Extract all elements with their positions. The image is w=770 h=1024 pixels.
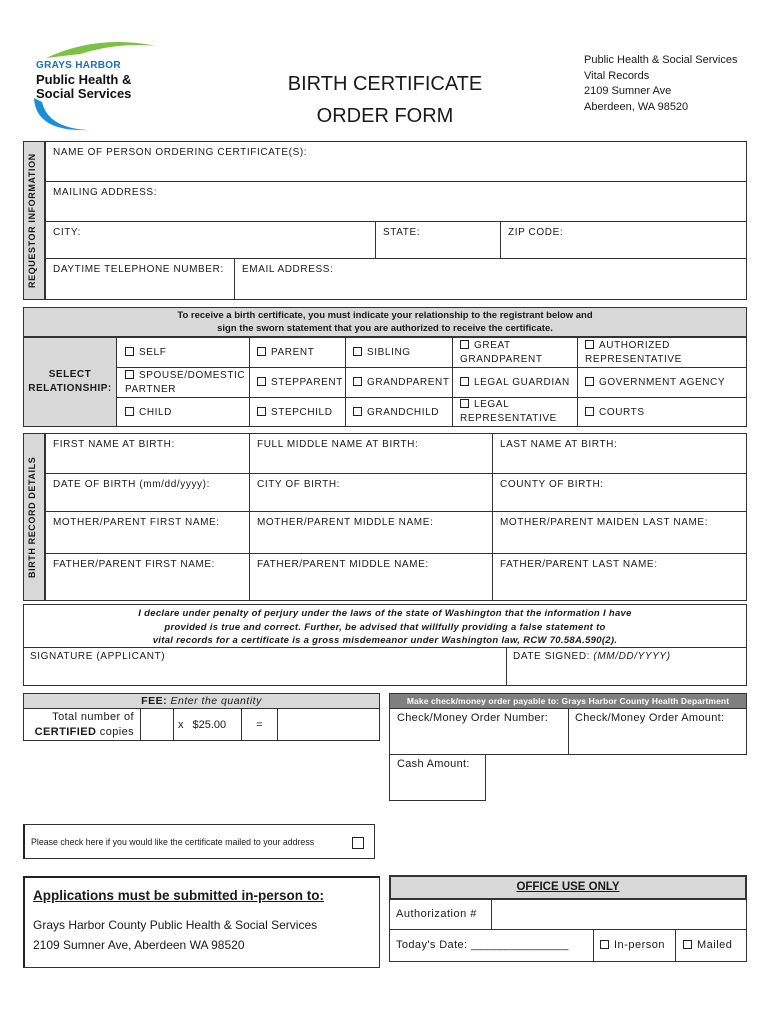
father-first-name-field[interactable]: [45, 553, 250, 601]
fee-total-input[interactable]: [277, 708, 380, 741]
mailing-address-field[interactable]: [45, 181, 747, 222]
option-stepparent-label: STEPPARENT: [271, 377, 343, 388]
relationship-instruction-line1: To receive a birth certificate, you must indicate your relationship to the registrant below and: [177, 310, 593, 321]
spouse-checkbox[interactable]: [125, 370, 134, 379]
office-address: [584, 53, 737, 115]
todays-date-label: Today's Date: _______________: [396, 939, 569, 951]
mail-option-label: Please check here if you would like the certificate mailed to your address: [31, 837, 315, 847]
first-name-at-birth-label: FIRST NAME AT BIRTH:: [53, 439, 175, 450]
fee-header: [23, 693, 380, 709]
cash-amount-label: Cash Amount:: [397, 758, 470, 770]
self-checkbox[interactable]: [125, 347, 134, 356]
option-authorized-rep-label2: REPRESENTATIVE: [585, 354, 682, 365]
option-sibling-label: SIBLING: [367, 347, 411, 358]
date-signed-field[interactable]: [506, 647, 747, 686]
state-label: STATE:: [383, 227, 421, 238]
stepchild-checkbox[interactable]: [257, 407, 266, 416]
option-great-grandparent[interactable]: [460, 339, 543, 367]
option-courts[interactable]: [585, 406, 645, 420]
total-certified-word: CERTIFIED: [34, 726, 97, 738]
submission-heading: Applications must be submitted in-person to:: [33, 888, 325, 903]
option-grandchild-label: GRANDCHILD: [367, 407, 440, 418]
equals-cell: [241, 708, 278, 741]
address-line4: Aberdeen, WA 98520: [584, 100, 689, 113]
submission-box: [23, 876, 380, 968]
phone-field[interactable]: [45, 258, 235, 300]
zip-code-field[interactable]: [500, 221, 747, 259]
submission-address-line1: Grays Harbor County Public Health & Social Services: [33, 918, 318, 932]
state-field[interactable]: [375, 221, 501, 259]
declaration-line1: I declare under penalty of perjury under the laws of the state of Washington that the information I have: [138, 608, 632, 619]
select-relationship-label: [23, 337, 117, 427]
date-of-birth-label: DATE OF BIRTH (mm/dd/yyyy):: [53, 479, 210, 490]
requestor-name-label: NAME OF PERSON ORDERING CERTIFICATE(S):: [53, 147, 308, 158]
total-line2: [24, 725, 134, 740]
select-relationship-line2: RELATIONSHIP:: [28, 383, 112, 394]
certificate-price: $25.00: [192, 719, 227, 731]
last-name-at-birth-field[interactable]: [492, 433, 747, 474]
multiply-sign: x: [178, 719, 184, 731]
mother-maiden-name-field[interactable]: [492, 511, 747, 554]
authorized-representative-checkbox[interactable]: [585, 340, 594, 349]
option-spouse-label1: SPOUSE/DOMESTIC: [139, 370, 246, 381]
page-title-line2: ORDER FORM: [316, 105, 454, 127]
in-person-checkbox[interactable]: [600, 940, 609, 949]
birth-record-section-label: [23, 433, 45, 601]
legal-guardian-checkbox[interactable]: [460, 377, 469, 386]
option-courts-label: COURTS: [599, 407, 645, 418]
submission-address-line2: 2109 Sumner Ave, Aberdeen WA 98520: [33, 938, 245, 952]
mother-first-name-label: MOTHER/PARENT FIRST NAME:: [53, 517, 220, 528]
address-line3: 2109 Sumner Ave: [584, 85, 672, 97]
check-number-label: Check/Money Order Number:: [397, 712, 549, 724]
requestor-name-field[interactable]: [45, 141, 747, 182]
child-checkbox[interactable]: [125, 407, 134, 416]
signature-field[interactable]: [23, 647, 507, 686]
sibling-checkbox[interactable]: [353, 347, 362, 356]
declaration-line2: provided is true and correct. Further, be advised that willfully providing a false statement to: [164, 621, 606, 633]
mailed-label: Mailed: [697, 939, 733, 951]
zip-code-label: ZIP CODE:: [508, 227, 564, 238]
relationship-instruction-line2: sign the sworn statement that you are authorized to receive the certificate.: [217, 323, 553, 334]
todays-date-field[interactable]: [389, 929, 594, 962]
declaration-statement: [23, 604, 747, 648]
mailed-option[interactable]: [675, 929, 747, 962]
authorization-label-cell: [389, 899, 492, 930]
first-name-at-birth-field[interactable]: [45, 433, 250, 474]
city-label: CITY:: [53, 227, 82, 238]
father-middle-name-field[interactable]: [249, 553, 493, 601]
county-of-birth-label: COUNTY OF BIRTH:: [500, 479, 604, 490]
mother-maiden-name-label: MOTHER/PARENT MAIDEN LAST NAME:: [500, 517, 709, 528]
legal-representative-checkbox[interactable]: [460, 399, 469, 408]
total-line1: Total number of: [52, 711, 134, 723]
city-field[interactable]: [45, 221, 376, 259]
payable-to-banner: [389, 693, 747, 709]
date-signed-label: [513, 651, 671, 662]
option-legal-guardian-label: LEGAL GUARDIAN: [474, 377, 570, 388]
logo-line3: Social Services: [36, 86, 132, 101]
option-stepparent[interactable]: [257, 376, 343, 390]
option-self[interactable]: [125, 346, 166, 360]
price-cell: [173, 708, 242, 741]
requestor-section-label-text: REQUESTOR INFORMATION: [27, 153, 37, 288]
middle-name-at-birth-label: FULL MIDDLE NAME AT BIRTH:: [257, 439, 419, 450]
logo-line1: GRAYS HARBOR: [36, 60, 121, 71]
city-of-birth-field[interactable]: [249, 473, 493, 512]
mail-option-row[interactable]: [23, 824, 375, 859]
equals-sign: =: [256, 719, 263, 731]
birth-record-section-label-text: BIRTH RECORD DETAILS: [27, 456, 37, 578]
total-copies-word: copies: [99, 726, 134, 738]
option-spouse-domestic-partner[interactable]: [125, 369, 245, 397]
stepparent-checkbox[interactable]: [257, 377, 266, 386]
signature-label: SIGNATURE (APPLICANT): [30, 651, 166, 662]
option-grandparent[interactable]: [353, 376, 450, 390]
requestor-section-label: [23, 141, 45, 300]
option-stepchild-label: STEPCHILD: [271, 407, 333, 418]
fee-header-italic: Enter the quantity: [170, 695, 262, 707]
option-stepchild[interactable]: [257, 406, 333, 420]
option-spouse-label2: PARTNER: [125, 384, 177, 395]
option-child-label: CHILD: [139, 407, 173, 418]
quantity-input[interactable]: [140, 708, 174, 741]
address-line1: Public Health & Social Services: [584, 54, 738, 66]
office-use-header: [389, 875, 747, 900]
county-of-birth-field[interactable]: [492, 473, 747, 512]
grandchild-checkbox[interactable]: [353, 407, 362, 416]
check-number-field[interactable]: [389, 708, 569, 755]
mailing-address-label: MAILING ADDRESS:: [53, 187, 158, 198]
in-person-label: In-person: [614, 939, 665, 951]
father-middle-name-label: FATHER/PARENT MIDDLE NAME:: [257, 559, 429, 570]
city-of-birth-label: CITY OF BIRTH:: [257, 479, 341, 490]
option-authorized-representative[interactable]: [585, 339, 682, 367]
option-parent[interactable]: [257, 346, 314, 360]
great-grandparent-checkbox[interactable]: [460, 340, 469, 349]
mother-first-name-field[interactable]: [45, 511, 250, 554]
select-relationship-line1: SELECT: [48, 369, 92, 380]
page-title-line1: BIRTH CERTIFICATE: [287, 73, 483, 95]
relationship-instructions: [23, 307, 747, 337]
authorization-label: Authorization #: [396, 908, 477, 920]
option-great-grandparent-label1: GREAT: [474, 340, 511, 351]
payable-to-text: Make check/money order payable to: Grays Harbor County Health Department: [406, 696, 730, 706]
date-signed-format: (MM/DD/YYYY): [593, 651, 671, 662]
parent-checkbox[interactable]: [257, 347, 266, 356]
option-self-label: SELF: [139, 347, 167, 358]
mailed-checkbox[interactable]: [683, 940, 692, 949]
check-amount-label: Check/Money Order Amount:: [575, 712, 725, 724]
mail-option-checkbox[interactable]: [352, 837, 364, 849]
middle-name-at-birth-field[interactable]: [249, 433, 493, 474]
declaration-line3: vital records for a certificate is a gross misdemeanor under Washington law, RCW 70.58A.590(2).: [152, 635, 618, 646]
authorization-number-field[interactable]: [491, 899, 747, 930]
option-legal-representative[interactable]: [460, 398, 557, 426]
email-field[interactable]: [234, 258, 747, 300]
option-grandparent-label: GRANDPARENT: [367, 377, 450, 388]
agency-logo: [28, 36, 163, 134]
address-line2: Vital Records: [584, 69, 650, 82]
government-agency-checkbox[interactable]: [585, 377, 594, 386]
father-first-name-label: FATHER/PARENT FIRST NAME:: [53, 559, 216, 570]
option-grandchild[interactable]: [353, 406, 439, 420]
date-of-birth-field[interactable]: [45, 473, 250, 512]
mother-middle-name-field[interactable]: [249, 511, 493, 554]
email-label: EMAIL ADDRESS:: [242, 264, 334, 275]
option-legal-rep-label1: LEGAL: [474, 399, 510, 410]
cash-amount-field[interactable]: [389, 754, 486, 801]
option-legal-guardian[interactable]: [460, 376, 570, 390]
page-title: [270, 68, 500, 132]
last-name-at-birth-label: LAST NAME AT BIRTH:: [500, 439, 618, 450]
option-child[interactable]: [125, 406, 172, 420]
grandparent-checkbox[interactable]: [353, 377, 362, 386]
phone-label: DAYTIME TELEPHONE NUMBER:: [53, 264, 224, 275]
father-last-name-label: FATHER/PARENT LAST NAME:: [500, 559, 658, 570]
option-government-agency-label: GOVERNMENT AGENCY: [599, 377, 726, 388]
option-parent-label: PARENT: [271, 347, 315, 358]
mother-middle-name-label: MOTHER/PARENT MIDDLE NAME:: [257, 517, 434, 528]
courts-checkbox[interactable]: [585, 407, 594, 416]
option-sibling[interactable]: [353, 346, 411, 360]
fee-header-bold: FEE:: [141, 695, 168, 707]
option-authorized-rep-label1: AUTHORIZED: [599, 340, 670, 351]
total-certified-copies-label: [23, 708, 141, 741]
option-government-agency[interactable]: [585, 376, 725, 390]
office-use-heading: OFFICE USE ONLY: [516, 881, 620, 893]
logo-line2: Public Health &: [36, 72, 132, 87]
in-person-option[interactable]: [593, 929, 676, 962]
date-signed-text: DATE SIGNED:: [513, 651, 591, 662]
father-last-name-field[interactable]: [492, 553, 747, 601]
check-amount-field[interactable]: [568, 708, 747, 755]
option-great-grandparent-label2: GRANDPARENT: [460, 354, 543, 365]
option-legal-rep-label2: REPRESENTATIVE: [460, 413, 557, 424]
